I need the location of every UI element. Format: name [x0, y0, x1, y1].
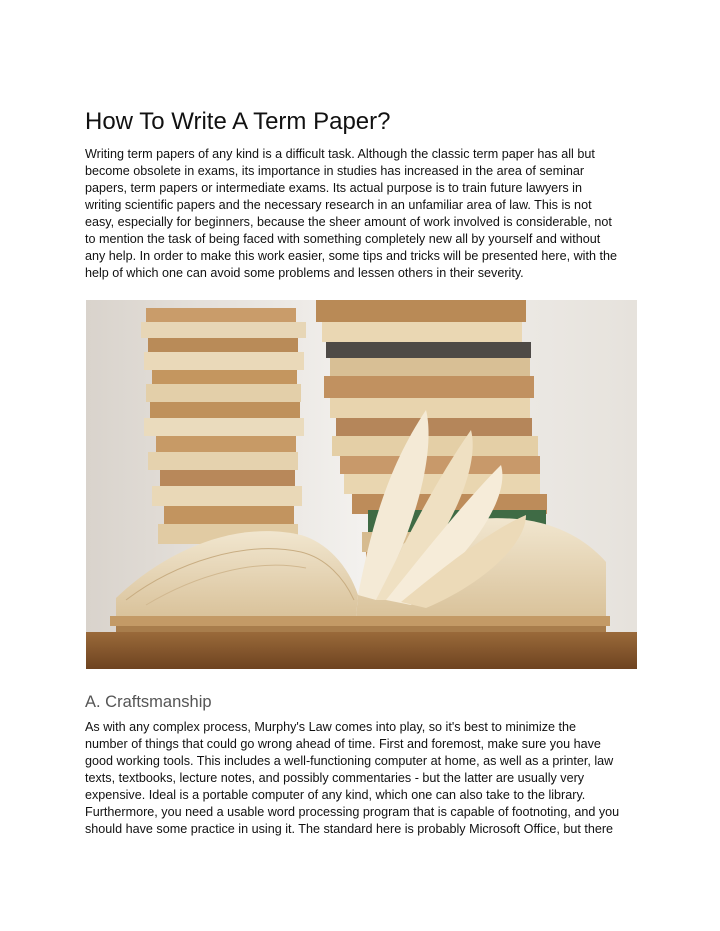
section-line: As with any complex process, Murphy's Law comes into play, so it's best to minimize the [85, 720, 577, 734]
left-book-stack [141, 308, 306, 544]
intro-line: papers, term papers or intermediate exams. Its actual purpose is to train future lawyers in [85, 181, 582, 195]
section-line: number of things that could go wrong ahead of time. First and foremost, make sure you have [85, 737, 601, 751]
section-line: expensive. Ideal is a portable computer of any kind, which one can also take to the library. [85, 788, 586, 802]
section-heading: A. Craftsmanship [85, 693, 212, 711]
section-line: should have some practice in using it. The standard here is probably Microsoft Office, but there [85, 822, 614, 836]
section-line: good working tools. This includes a well-functioning computer at home, as well as a printer, law [85, 754, 614, 768]
intro-line: to mention the task of being faced with something completely new all by yourself and without [85, 232, 601, 246]
intro-line: writing scientific papers and the necessary research in an unfamiliar area of law. This is not [85, 198, 592, 212]
page-title: How To Write A Term Paper? [85, 108, 391, 135]
open-book-photo [86, 300, 637, 669]
section-line: texts, textbooks, lecture notes, and possibly commentaries - but the latter are usually very [85, 771, 585, 785]
intro-line: easy, especially for beginners, because the sheer amount of work involved is considerable, not [85, 215, 612, 229]
section-paragraph [85, 719, 645, 838]
section-line: Furthermore, you need a usable word processing program that is capable of footnoting, and you [85, 805, 620, 819]
intro-line: Writing term papers of any kind is a difficult task. Although the classic term paper has all but [85, 147, 595, 161]
wooden-table [86, 632, 637, 669]
intro-line: become obsolete in exams, its importance in studies has increased in the area of seminar [85, 164, 585, 178]
intro-paragraph [85, 146, 645, 282]
intro-line: any help. In order to make this work easier, some tips and tricks will be presented here, with the [85, 249, 617, 263]
intro-line: help of which one can avoid some problems and lessen others in their severity. [85, 266, 524, 280]
